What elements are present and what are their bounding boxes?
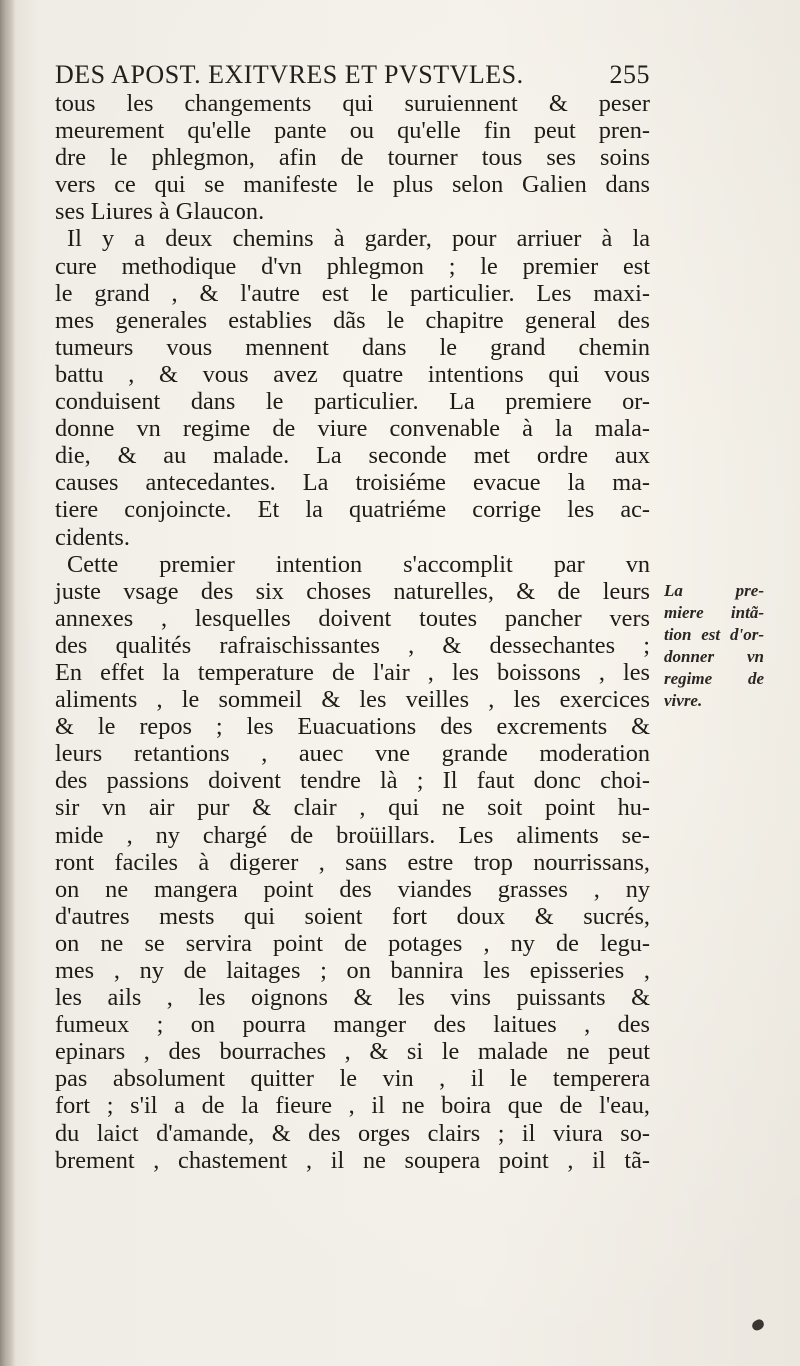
text-line: meurement qu'elle pante ou qu'elle fin peut pren- xyxy=(55,117,650,145)
text-line: cidents. xyxy=(55,523,130,551)
text-line: tumeurs vous mennent dans le grand chemin xyxy=(55,333,650,361)
text-line: d'autres mests qui soient fort doux & sucrés, xyxy=(55,902,650,930)
text-line: ront faciles à digerer , sans estre trop nourrissans, xyxy=(55,848,650,876)
text-line: annexes , lesquelles doivent toutes pancher vers xyxy=(55,604,650,632)
margin-note xyxy=(664,580,764,712)
text-line: En effet la temperature de l'air , les boissons , les xyxy=(55,658,650,686)
text-line: dre le phlegmon, afin de tourner tous ses soins xyxy=(55,144,650,172)
text-line: & le repos ; les Euacuations des excrements & xyxy=(55,713,650,741)
text-line: Il y a deux chemins à garder, pour arriuer à la xyxy=(67,225,650,253)
text-line: aliments , le sommeil & les veilles , les exercices xyxy=(55,686,650,714)
text-line: tiere conjoincte. Et la quatriéme corrige les ac- xyxy=(55,496,650,524)
margin-note-line: miere intã- xyxy=(664,603,764,622)
text-line: mes , ny de laitages ; on bannira les episseries , xyxy=(55,957,650,984)
text-line: les ails , les oignons & les vins puissants & xyxy=(55,984,650,1012)
margin-note-line: La pre- xyxy=(664,581,764,600)
text-line: fort ; s'il a de la fieure , il ne boira que de l'eau, xyxy=(55,1092,650,1120)
text-line: causes antecedantes. La troisiéme evacue la ma- xyxy=(55,469,650,497)
text-line: sir vn air pur & clair , qui ne soit point hu- xyxy=(55,794,650,822)
text-line: on ne se servira point de potages , ny de legu- xyxy=(55,929,650,957)
text-line: fumeux ; on pourra manger des laitues , des xyxy=(55,1011,650,1039)
text-line: vers ce qui se manifeste le plus selon Galien dans xyxy=(55,171,650,199)
text-line: die, & au malade. La seconde met ordre aux xyxy=(55,442,650,470)
text-line: mide , ny chargé de broüillars. Les aliments se- xyxy=(55,821,650,849)
margin-note-line: tion est d'or- xyxy=(664,625,764,644)
text-line: cure methodique d'vn phlegmon ; le premier est xyxy=(55,252,650,280)
text-line: epinars , des bourraches , & si le malade ne peut xyxy=(55,1038,650,1066)
text-line: des qualités rafraischissantes , & dessechantes ; xyxy=(55,631,650,659)
text-line: on ne mangera point des viandes grasses , ny xyxy=(55,875,650,903)
page-number: 255 xyxy=(609,60,650,89)
text-line: donne vn regime de viure convenable à la mala- xyxy=(55,415,650,443)
margin-note-line: vivre. xyxy=(664,691,703,710)
text-line: du laict d'amande, & des orges clairs ; il viura so- xyxy=(55,1119,650,1147)
text-line: des passions doivent tendre là ; Il faut donc choi- xyxy=(55,767,650,795)
margin-note-line: regime de xyxy=(664,669,764,688)
ink-blot xyxy=(750,1318,765,1332)
text-line: brement , chastement , il ne soupera point , il tã- xyxy=(55,1146,650,1174)
running-title: DES APOST. EXITVRES ET PVSTVLES. xyxy=(55,60,524,89)
body-text xyxy=(55,90,650,1174)
text-line: juste vsage des six choses naturelles, & de leurs xyxy=(55,577,650,605)
text-line: pas absolument quitter le vin , il le temperera xyxy=(55,1065,650,1093)
text-line: conduisent dans le particulier. La premiere or- xyxy=(55,388,650,416)
text-line: tous les changements qui suruiennent & peser xyxy=(55,90,650,117)
text-line: ses Liures à Glaucon. xyxy=(55,198,265,226)
text-line: leurs retantions , auec vne grande moderation xyxy=(55,740,650,768)
text-line: battu , & vous avez quatre intentions qui vous xyxy=(55,360,650,388)
margin-note-line: donner vn xyxy=(664,647,764,666)
text-line: le grand , & l'autre est le particulier. Les maxi- xyxy=(55,279,650,307)
running-header xyxy=(55,60,650,90)
text-line: Cette premier intention s'accomplit par vn xyxy=(67,550,650,578)
text-line: mes generales establies dãs le chapitre general des xyxy=(55,306,650,334)
